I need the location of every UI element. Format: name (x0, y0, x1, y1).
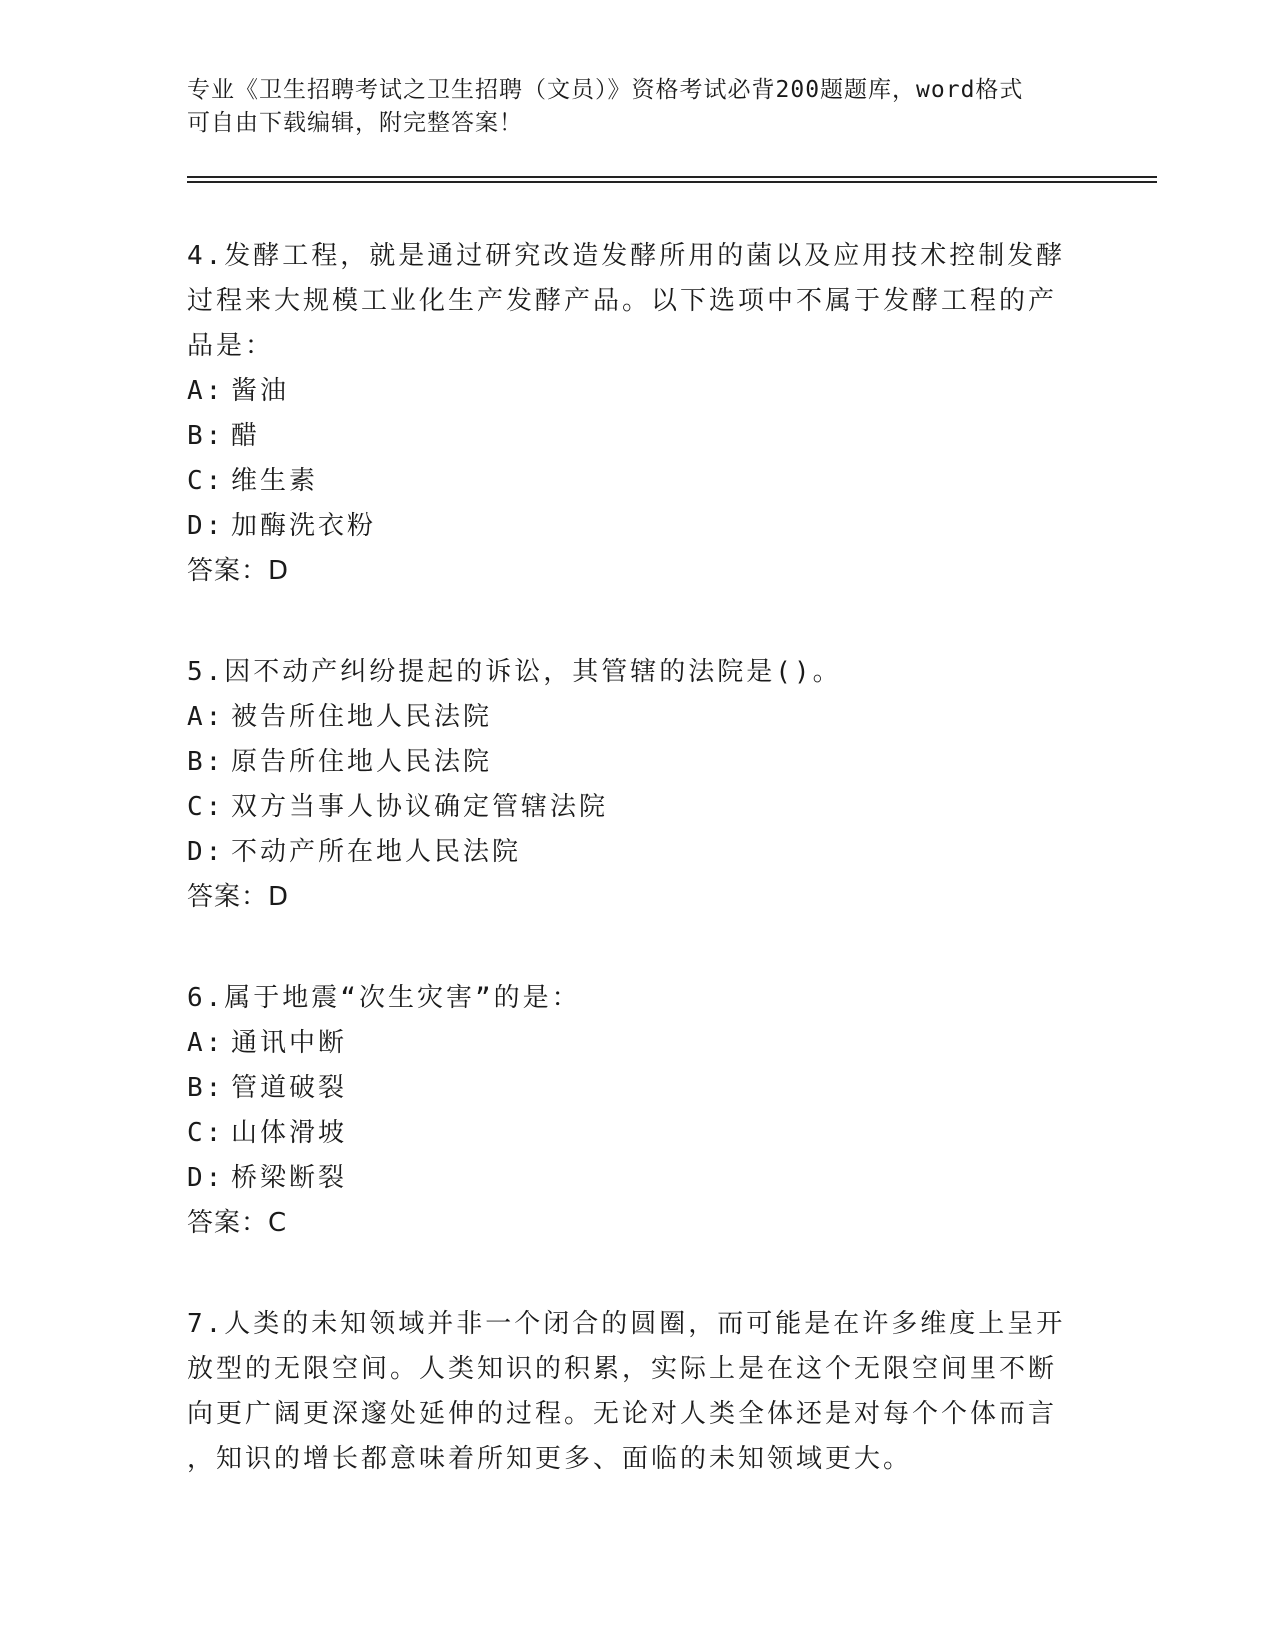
option-letter: C: (187, 1118, 225, 1148)
question-text-line: 6.属于地震“次生灾害”的是： (187, 983, 581, 1013)
question-text-line: 过程来大规模工业化生产发酵产品。以下选项中不属于发酵工程的产 (187, 286, 1058, 316)
header-divider-bottom (187, 181, 1157, 183)
option-c (187, 1111, 1087, 1156)
header-title-line-2: 可自由下载编辑，附完整答案！ (187, 110, 523, 136)
option-letter: A: (187, 702, 225, 732)
option-text: 通讯中断 (231, 1028, 348, 1058)
option-d (187, 1156, 1087, 1201)
option-b (187, 414, 1087, 459)
option-a (187, 695, 1087, 740)
option-text: 管道破裂 (231, 1073, 348, 1103)
option-text: 原告所住地人民法院 (231, 747, 493, 777)
question-text-line: 向更广阔更深邃处延伸的过程。无论对人类全体还是对每个个体而言 (187, 1399, 1058, 1429)
question-text-line: 放型的无限空间。人类知识的积累，实际上是在这个无限空间里不断 (187, 1354, 1058, 1384)
option-letter: A: (187, 1028, 225, 1058)
option-c (187, 785, 1087, 830)
question-text-line: 品是： (187, 331, 275, 361)
option-text: 山体滑坡 (231, 1118, 348, 1148)
question-text-line: 4.发酵工程，就是通过研究改造发酵所用的菌以及应用技术控制发酵 (187, 241, 1066, 271)
question-5 (187, 650, 1087, 920)
question-text (187, 1302, 1087, 1482)
header-divider-top (187, 176, 1157, 178)
option-d (187, 830, 1087, 875)
question-text (187, 650, 1087, 695)
option-letter: C: (187, 792, 225, 822)
question-4 (187, 234, 1087, 594)
option-letter: C: (187, 466, 225, 496)
option-letter: D: (187, 1163, 225, 1193)
option-a (187, 1021, 1087, 1066)
option-text: 不动产所在地人民法院 (231, 837, 522, 867)
option-text: 酱油 (231, 376, 290, 406)
option-d (187, 504, 1087, 549)
option-text: 加酶洗衣粉 (231, 511, 377, 541)
header-title-line-1: 专业《卫生招聘考试之卫生招聘（文员）》资格考试必背200题题库，word格式 (187, 77, 1024, 103)
question-7 (187, 1302, 1087, 1482)
question-list (187, 234, 1087, 1538)
option-text: 桥梁断裂 (231, 1163, 348, 1193)
answer-label: 答案：D (187, 882, 290, 912)
option-letter: B: (187, 747, 225, 777)
answer-label: 答案：C (187, 1208, 288, 1238)
question-text-line: 5.因不动产纠纷提起的诉讼，其管辖的法院是()。 (187, 657, 842, 687)
option-letter: B: (187, 1073, 225, 1103)
question-text (187, 976, 1087, 1021)
option-b (187, 740, 1087, 785)
option-letter: D: (187, 511, 225, 541)
option-text: 被告所住地人民法院 (231, 702, 493, 732)
option-a (187, 369, 1087, 414)
option-letter: B: (187, 421, 225, 451)
question-text-line: 7.人类的未知领域并非一个闭合的圆圈，而可能是在许多维度上呈开 (187, 1309, 1066, 1339)
option-c (187, 459, 1087, 504)
document-header (187, 74, 1087, 140)
option-text: 双方当事人协议确定管辖法院 (231, 792, 609, 822)
question-text-line: ，知识的增长都意味着所知更多、面临的未知领域更大。 (187, 1444, 913, 1474)
question-text (187, 234, 1087, 369)
option-text: 维生素 (231, 466, 319, 496)
option-text: 醋 (231, 421, 261, 451)
option-b (187, 1066, 1087, 1111)
option-letter: D: (187, 837, 225, 867)
option-letter: A: (187, 376, 225, 406)
answer-label: 答案：D (187, 556, 290, 586)
question-6 (187, 976, 1087, 1246)
